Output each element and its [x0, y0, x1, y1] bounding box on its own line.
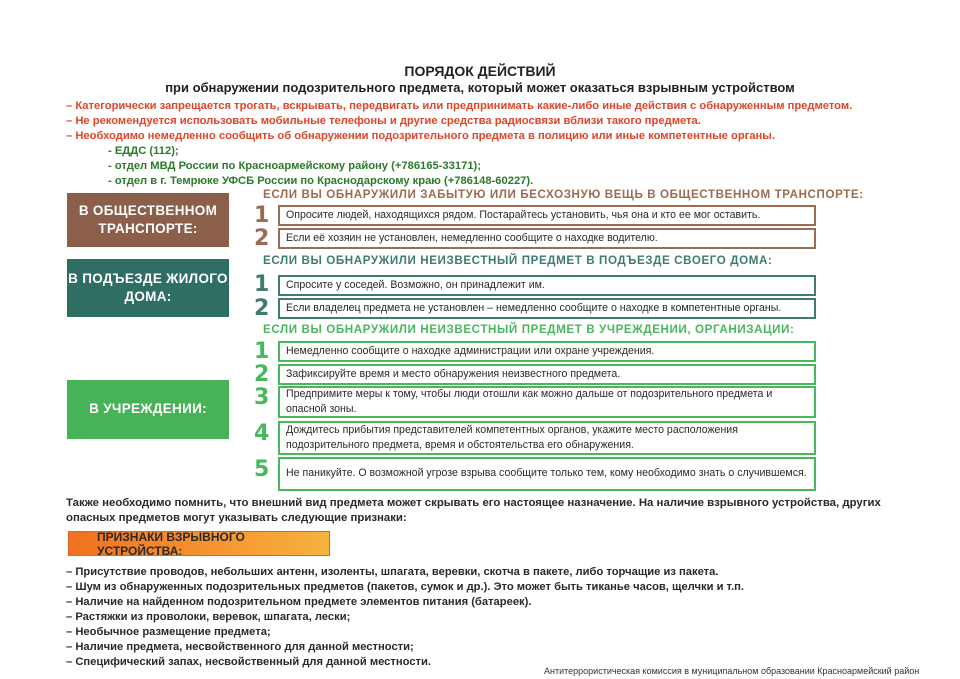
- step-number: 1: [254, 339, 270, 364]
- contact-line: - отдел в г. Темрюке УФСБ России по Краснодарскому краю (+786148-60227).: [108, 175, 534, 187]
- warning-line: – Не рекомендуется использовать мобильные телефоны и другие средства радиосвязи вблизи такого предмета.: [66, 115, 701, 127]
- sign-item: – Необычное размещение предмета;: [66, 626, 271, 638]
- sign-item: – Специфический запах, несвойственный для данной местности.: [66, 656, 432, 668]
- sign-item: – Шум из обнаруженных подозрительных предметов (пакетов, сумок и др.). Это может быть тиканье часов, щелчки и т.п.: [66, 581, 745, 593]
- warning-line: – Категорически запрещается трогать, вскрывать, передвигать или предпринимать какие-либо иные действия с обнаруженным предметом.: [66, 100, 853, 112]
- step-box: Спросите у соседей. Возможно, он принадлежит им.: [278, 275, 816, 296]
- step-box: Не паникуйте. О возможной угрозе взрыва сообщите только тем, кому необходимо знать о случившемся.: [278, 457, 816, 491]
- section-heading-entrance: ЕСЛИ ВЫ ОБНАРУЖИЛИ НЕИЗВЕСТНЫЙ ПРЕДМЕТ В ПОДЪЕЗДЕ СВОЕГО ДОМА:: [263, 254, 773, 267]
- step-box: Предпримите меры к тому, чтобы люди отошли как можно дальше от подозрительного предмета и опасной зоны.: [278, 386, 816, 418]
- note-line: опасных предметов могут указывать следующие признаки:: [66, 512, 407, 524]
- page-title: ПОРЯДОК ДЕЙСТВИЙ: [404, 63, 556, 79]
- step-box: Если её хозяин не установлен, немедленно сообщите о находке водителю.: [278, 228, 816, 249]
- sign-item: – Присутствие проводов, небольших антенн, изоленты, шпагата, веревки, скотча в пакете, либо торчащие из пакета.: [66, 566, 719, 578]
- step-number: 2: [254, 362, 270, 387]
- section-label-institution: В УЧРЕЖДЕНИИ:: [67, 380, 229, 439]
- step-box: Зафиксируйте время и место обнаружения неизвестного предмета.: [278, 364, 816, 385]
- section-heading-institution: ЕСЛИ ВЫ ОБНАРУЖИЛИ НЕИЗВЕСТНЫЙ ПРЕДМЕТ В УЧРЕЖДЕНИИ, ОРГАНИЗАЦИИ:: [263, 323, 795, 336]
- step-number: 3: [254, 385, 270, 410]
- sign-item: – Наличие на найденном подозрительном предмете элементов питания (батареек).: [66, 596, 532, 608]
- section-label-transport: В ОБЩЕСТВЕННОМ ТРАНСПОРТЕ:: [67, 193, 229, 247]
- step-box: Дождитесь прибытия представителей компетентных органов, укажите место расположения подозрительного предмета, время и обстоятельства его обнаружения.: [278, 421, 816, 455]
- section-heading-transport: ЕСЛИ ВЫ ОБНАРУЖИЛИ ЗАБЫТУЮ ИЛИ БЕСХОЗНУЮ ВЕЩЬ В ОБЩЕСТВЕННОМ ТРАНСПОРТЕ:: [263, 188, 864, 201]
- note-line: Также необходимо помнить, что внешний вид предмета может скрывать его настоящее назначение. На наличие взрывного устройства, других: [66, 497, 881, 509]
- page-subtitle: при обнаружении подозрительного предмета, который может оказаться взрывным устройством: [165, 80, 795, 95]
- step-box: Если владелец предмета не установлен – немедленно сообщите о находке в компетентные органы.: [278, 298, 816, 319]
- sign-item: – Растяжки из проволоки, веревок, шпагата, лески;: [66, 611, 351, 623]
- contact-line: - ЕДДС (112);: [108, 145, 179, 157]
- footer-text: Антитеррористическая комиссия в муниципальном образовании Красноармейский район: [544, 666, 920, 676]
- step-number: 4: [254, 421, 270, 446]
- step-box: Опросите людей, находящихся рядом. Постарайтесь установить, чья она и кто ее мог оставить.: [278, 205, 816, 226]
- step-number: 2: [254, 226, 270, 251]
- step-number: 1: [254, 272, 270, 297]
- step-box: Немедленно сообщите о находке администрации или охране учреждения.: [278, 341, 816, 362]
- sign-item: – Наличие предмета, несвойственного для данной местности;: [66, 641, 414, 653]
- step-number: 1: [254, 203, 270, 228]
- warning-line: – Необходимо немедленно сообщить об обнаружении подозрительного предмета в полицию или иные компетентные органы.: [66, 130, 775, 142]
- step-number: 2: [254, 296, 270, 321]
- contact-line: - отдел МВД России по Красноармейскому району (+786165-33171);: [108, 160, 481, 172]
- signs-banner: ПРИЗНАКИ ВЗРЫВНОГО УСТРОЙСТВА:: [68, 531, 330, 556]
- step-number: 5: [254, 457, 270, 482]
- section-label-entrance: В ПОДЪЕЗДЕ ЖИЛОГО ДОМА:: [67, 259, 229, 317]
